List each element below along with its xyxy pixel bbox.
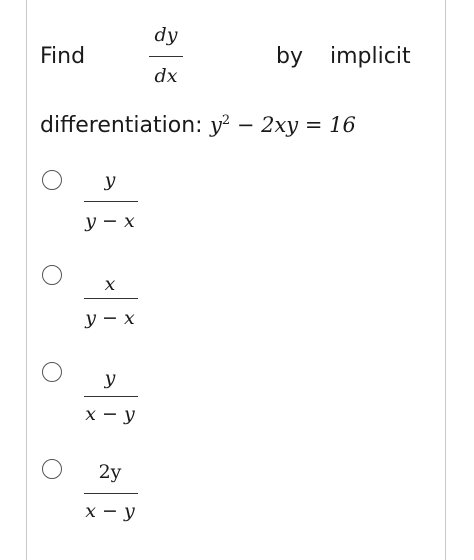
- dydx-numerator: dy: [154, 24, 178, 46]
- equation-rest: − 2xy = 16: [230, 113, 356, 137]
- option-4-fraction: [76, 455, 144, 525]
- find-label: Find: [40, 44, 86, 69]
- option-1-radio[interactable]: [42, 170, 62, 190]
- option-1-numerator: y: [104, 169, 116, 191]
- option-3-radio[interactable]: [42, 362, 62, 382]
- option-4-radio[interactable]: [42, 459, 62, 479]
- implicit-label: implicit: [330, 44, 411, 69]
- fraction-bar: [84, 201, 138, 202]
- equation-y: y: [210, 113, 222, 137]
- option-2-numerator: x: [104, 273, 116, 295]
- differentiation-label: differentiation:: [40, 113, 203, 138]
- dydx-denominator: dx: [154, 65, 178, 87]
- equation-exponent: 2: [221, 113, 231, 128]
- option-4-numerator: 2y: [98, 461, 122, 483]
- option-3-fraction: [76, 358, 144, 428]
- option-2-fraction: [76, 260, 144, 330]
- option-1-denominator: y − x: [85, 210, 135, 232]
- fraction-bar: [84, 298, 138, 299]
- option-2-radio[interactable]: [42, 265, 62, 285]
- option-2-denominator: y − x: [85, 307, 135, 329]
- dydx-fraction: [131, 22, 201, 92]
- by-label: by: [276, 44, 303, 69]
- option-4-denominator: x − y: [85, 500, 135, 522]
- fraction-bar: [149, 56, 183, 57]
- equation: [210, 113, 356, 137]
- fraction-bar: [84, 493, 138, 494]
- option-3-denominator: x − y: [85, 403, 135, 425]
- option-1-fraction: [76, 163, 144, 233]
- fraction-bar: [84, 396, 138, 397]
- option-3-numerator: y: [104, 367, 116, 389]
